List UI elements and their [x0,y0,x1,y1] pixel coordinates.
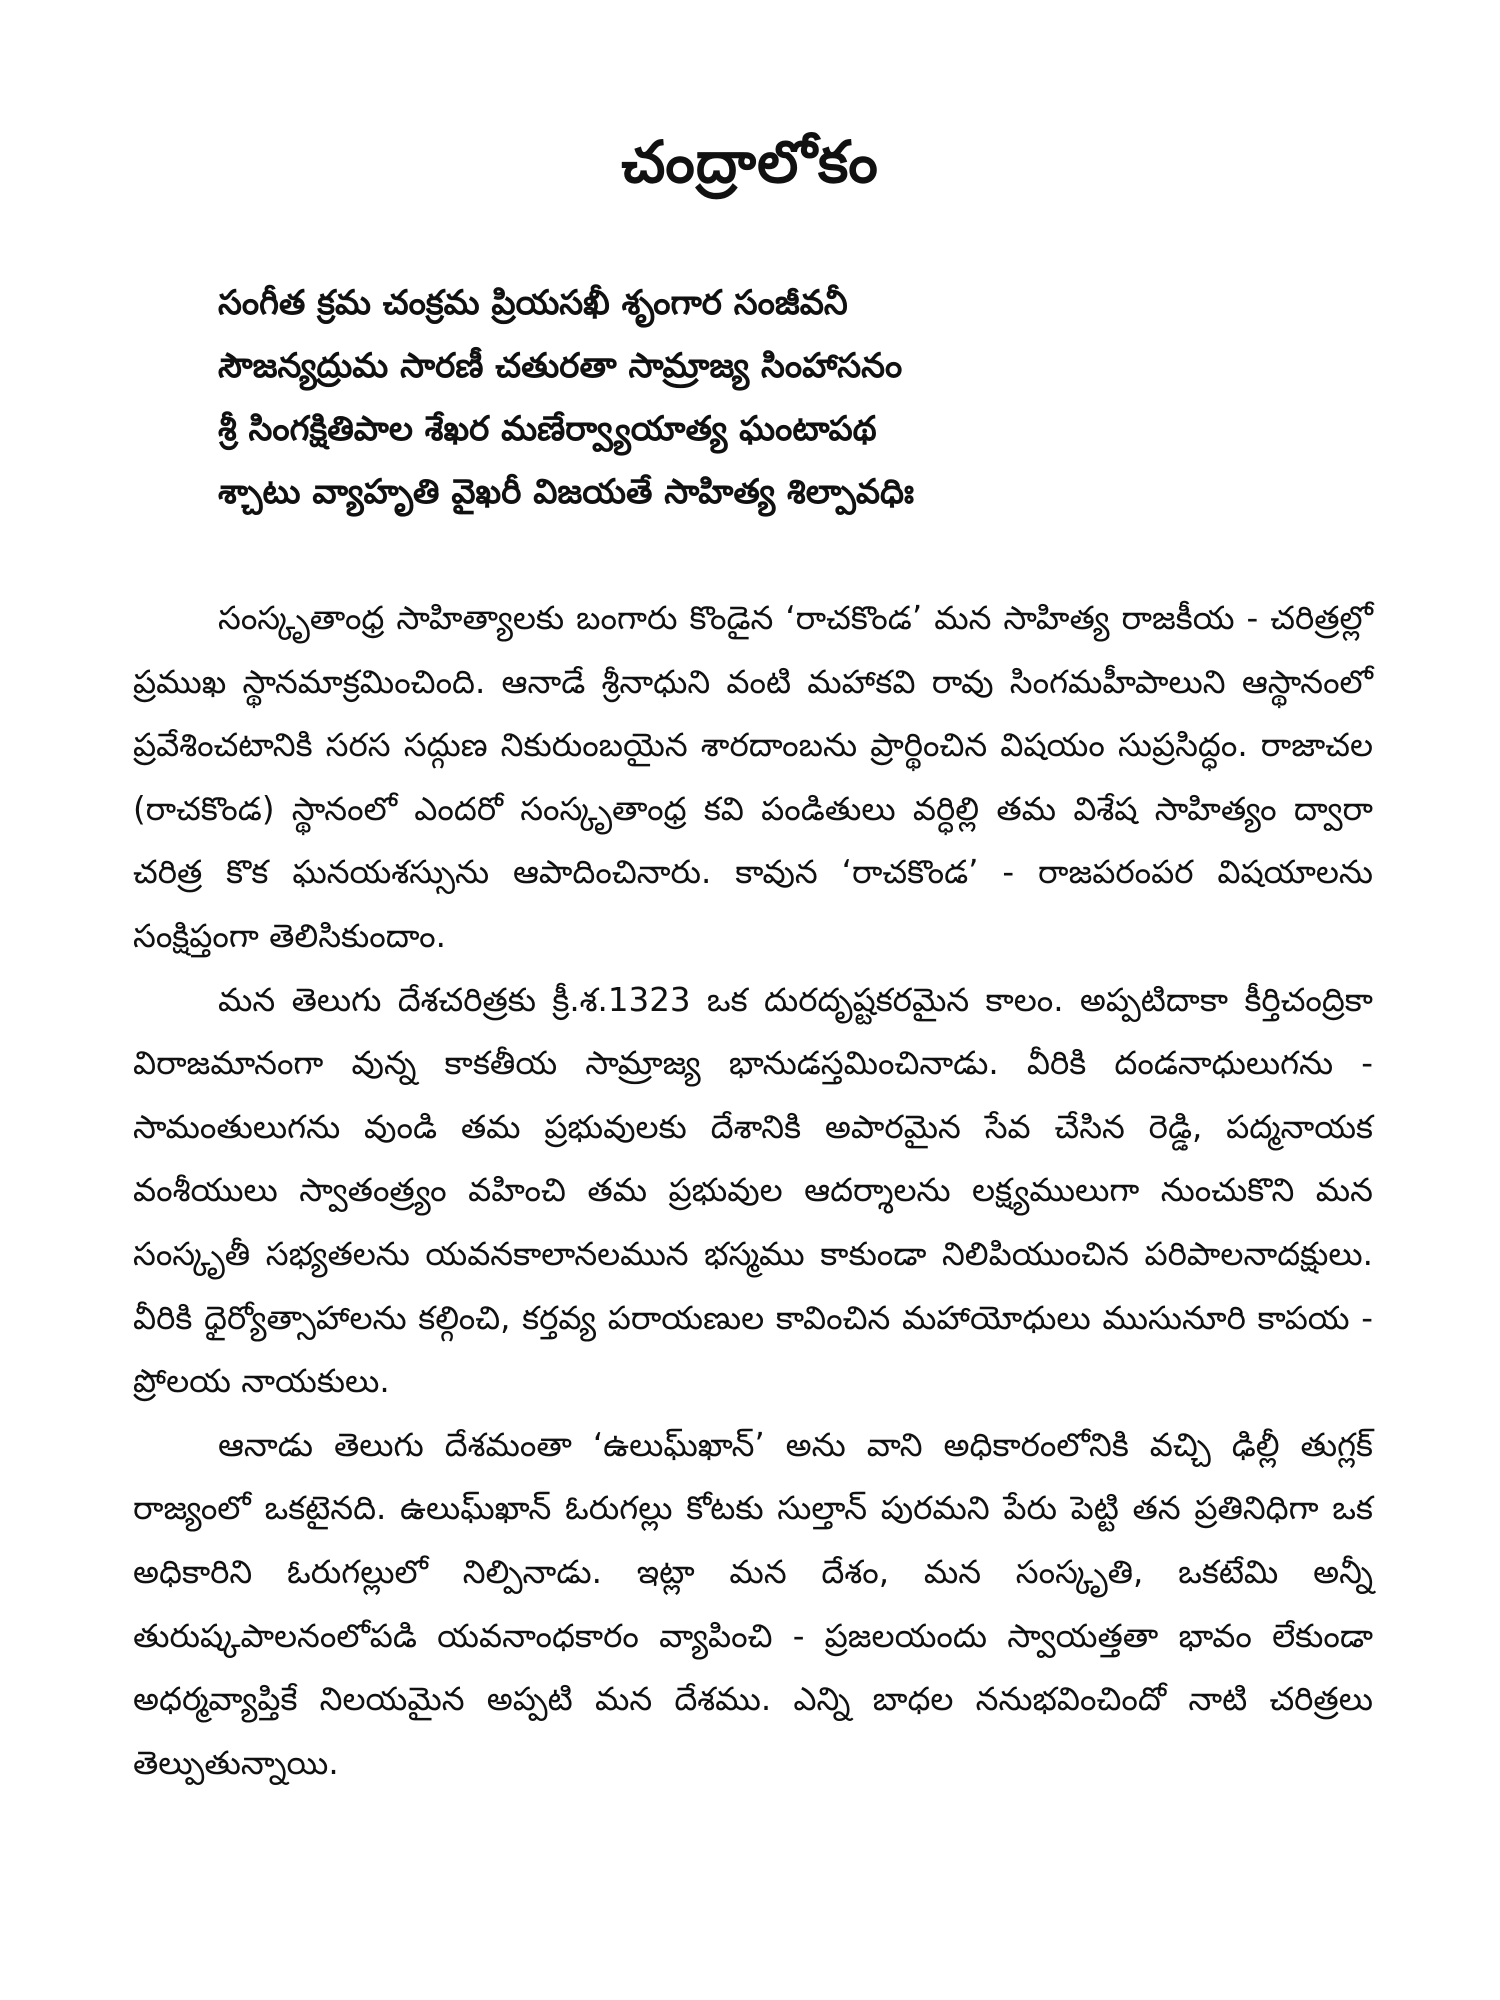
verse-line-3: శ్రీ సింగక్షితిపాల శేఖర మణేర్వ్యాయాత్య ఘంటాపథ [218,409,877,449]
paragraph-1: సంస్కృతాంధ్ర సాహిత్యాలకు బంగారు కొండైన ‘రాచకొండ’ మన సాహిత్య రాజకీయ - చరిత్రల్లో ప్రముఖ స్థానమాక్రమించింది. ఆనాడే శ్రీనాధుని వంటి మహాకవి రావు సింగమహీపాలుని ఆస్థానంలో ప్రవేశించటానికి సరస సద్గుణ నికురుంబయైన శారదాంబను ప్రార్థించిన విషయం సుప్రసిద్ధం. రాజాచల (రాచకొండ) స్థానంలో ఎందరో సంస్కృతాంధ్ర కవి పండితులు వర్ధిల్లి తమ విశేష సాహిత్యం ద్వారా చరిత్ర కొక ఘనయశస్సును ఆపాదించినారు. కావున ‘రాచకొండ’ - రాజపరంపర విషయాలను సంక్షిప్తంగా తెలిసికుందాం. [133,599,1373,955]
sanskrit-verse [218,272,1338,524]
verse-line-2: సౌజన్యద్రుమ సారణీ చతురతా సామ్రాజ్య సింహాసనం [218,346,903,386]
body-text [133,587,1373,1795]
paragraph-3: ఆనాడు తెలుగు దేశమంతా ‘ఉలుఘ్‌ఖాన్’ అను వాని అధికారంలోనికి వచ్చి ఢిల్లీ తుగ్లక్ రాజ్యంలో ఒకటైనది. ఉలుఘ్‌ఖాన్ ఓరుగల్లు కోటకు సుల్తాన్ పురమని పేరు పెట్టి తన ప్రతినిధిగా ఒక అధికారిని ఓరుగల్లులో నిల్పినాడు. ఇట్లా మన దేశం, మన సంస్కృతి, ఒకటేమి అన్నీ తురుష్కపాలనంలోపడి యవనాంధకారం వ్యాపించి - ప్రజలయందు స్వాయత్తతా భావం లేకుండా అధర్మవ్యాప్తికే నిలయమైన అప్పటి మన దేశము. ఎన్ని బాధల ననుభవించిందో నాటి చరిత్రలు తెల్పుతున్నాయి. [133,1425,1373,1782]
page-title: చంద్రాలోకం [621,128,879,196]
verse-line-4: శ్చాటు వ్యాహృతి వైఖరీ విజయతే సాహిత్య శిల్పావధిః [218,472,915,512]
verse-line-1: సంగీత క్రమ చంక్రమ ప్రియసఖీ శృంగార సంజీవనీ [218,283,848,323]
paragraph-2: మన తెలుగు దేశచరిత్రకు క్రీ.శ.1323 ఒక దురదృష్టకరమైన కాలం. అప్పటిదాకా కీర్తిచంద్రికా విరాజమానంగా వున్న కాకతీయ సామ్రాజ్య భానుడస్తమించినాడు. వీరికి దండనాధులుగను - సామంతులుగను వుండి తమ ప్రభువులకు దేశానికి అపారమైన సేవ చేసిన రెడ్డి, పద్మనాయక వంశీయులు స్వాతంత్ర్యం వహించి తమ ప్రభువుల ఆదర్శాలను లక్ష్యములుగా నుంచుకొని మన సంస్కృతీ సభ్యతలను యవనకాలానలమున భస్మము కాకుండా నిలిపియుంచిన పరిపాలనాదక్షులు. వీరికి ధైర్యోత్సాహాలను కల్గించి, కర్తవ్య పరాయణుల కావించిన మహాయోధులు ముసునూరి కాపయ - ప్రోలయ నాయకులు. [133,980,1373,1401]
